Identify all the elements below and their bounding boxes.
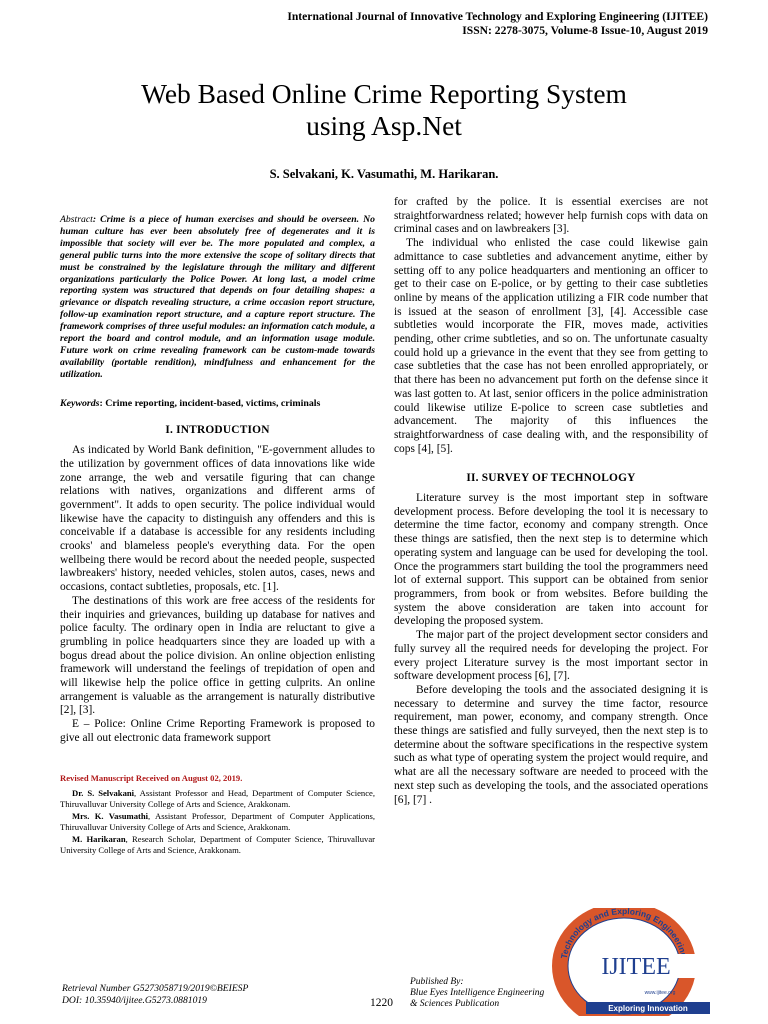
ijitee-logo xyxy=(552,908,712,1016)
bio-name: Mrs. K. Vasumathi xyxy=(72,811,149,822)
footer-publisher xyxy=(410,977,544,1010)
paragraph: for crafted by the police. It is essential exercises are not straightforwardness related; however help furnish cops with data on criminal cases and on lawbreakers [3]. xyxy=(394,196,708,236)
paragraph: Literature survey is the most important step in software development process. Before developing the tool it is necessary to determine the time factor, economy and company strength. Once these things are satisfied, then the next step is to determine which operating system and language can be used for developing the tool. Once the programmers start building the tool the programmers need lot of external support. This support can be obtained from senior programmers, from book or from websites. Before building the system the above consideration are taken into account for developing the proposed system. xyxy=(394,492,708,628)
author-bio xyxy=(60,811,375,832)
title-line-2: using Asp.Net xyxy=(306,110,462,141)
logo-url: www.ijitee.org xyxy=(644,990,676,996)
title-line-1: Web Based Online Crime Reporting System xyxy=(141,78,627,109)
paragraph: The destinations of this work are free access of the residents for their inquiries and grievances, building up database for natives and police faculty. The ordinary open in India are reluctant to give a grumbling in police headquarters since they are loaded up with a bogus dread about the police division. An online objection enlisting framework will understand the feelings of trepidation of open and will likewise help the police office in getting culprits. An online arrangement is valuable as the arrangement is naturally distributive [2], [3]. xyxy=(60,594,375,717)
publisher-line-1: Blue Eyes Intelligence Engineering xyxy=(410,988,545,998)
author-bio xyxy=(60,834,375,855)
keywords-text: : Crime reporting, incident-based, victims, criminals xyxy=(99,397,321,409)
footer-retrieval xyxy=(62,983,248,1007)
right-column xyxy=(394,196,708,807)
doi: DOI: 10.35940/ijitee.G5273.0881019 xyxy=(62,995,207,1006)
paragraph: Before developing the tools and the associated designing it is necessary to determine and survey the time factor, resource requirement, man power, economy, and company strength. Once these things are satisfied and fully surveyed, then the next step is to determine about the software specifications in the respective system such as what type of operating system the project would require, and what are all the necessary software are needed to proceed with the next step such as developing the tools, and the associated operations [6], [7] . xyxy=(394,683,708,806)
journal-name: International Journal of Innovative Technology and Exploring Engineering (IJITEE) xyxy=(287,10,708,23)
revised-manuscript-note: Revised Manuscript Received on August 02, 2019. xyxy=(60,772,243,783)
retrieval-number: Retrieval Number G5273058719/2019©BEIESP xyxy=(62,983,249,994)
published-by: Published By: xyxy=(410,977,464,987)
logo-banner: Exploring Innovation xyxy=(608,1004,688,1013)
journal-issn: ISSN: 2278-3075, Volume-8 Issue-10, August 2019 xyxy=(462,24,708,37)
section-heading-survey: II. SURVEY OF TECHNOLOGY xyxy=(466,472,636,485)
paragraph: E – Police: Online Crime Reporting Framework is proposed to give all out electronic data framework support xyxy=(60,718,375,744)
abstract-text: : Crime is a piece of human exercises and should be overseen. No human culture has ever been absolutely free of degenerates and it is impossible that society will ever be. The more populated and complex, a general public turns into the more extensive the scope of solitary directs that must be constrained by the legislature through the military and different organizations particularly the Police Power. At long last, a model crime reporting system was structured that depends on four detailing shapes: a grievance or dispatch revealing structure, a crime occasion report structure, follow-up examination report structure, and a capture report structure. The framework comprises of three useful modules: an information catch module, a report the board and control module, and an information usage module. Future work on crime revealing framework can be custom-made towards availability (portable rendition), mindfulness and enhancement for the utilization. xyxy=(60,214,375,380)
bio-name: Dr. S. Selvakani xyxy=(72,788,135,799)
keywords xyxy=(60,397,375,411)
left-column xyxy=(60,196,375,857)
abstract-label: Abstract xyxy=(60,214,93,225)
section-heading-introduction: I. INTRODUCTION xyxy=(165,424,270,437)
logo-ring-text: Technology and Exploring Engineerin xyxy=(558,908,688,960)
paragraph: As indicated by World Bank definition, "E-government alludes to the utilization by government offices of data innovations like wide zone arrange, the web and versatile figuring that can change relations with natives, organizations and different arms of government". It adds to open security. The police individual would likewise have the capacity to distinguish any offenders and this is conceivable if a database is accessible for any residents including crooks' and blameless people's everything data. For the open wellbeing there would be record about the needed people, suspected lawbreakers' history, needed vehicles, stolen autos, cases, news and occasions, contact subtleties, proposals, etc. [1]. xyxy=(60,444,375,594)
paper-title xyxy=(0,78,768,142)
paragraph: The major part of the project development sector considers and fully survey all the required needs for developing the project. For every project Literature survey is the most important sector in software development process [6], [7]. xyxy=(394,629,708,683)
bio-text: , Assistant Professor, Department of Computer Applications, Thiruvalluvar University College of Arts and Science, Arakkonam. xyxy=(60,811,375,832)
authors: S. Selvakani, K. Vasumathi, M. Harikaran. xyxy=(269,167,499,181)
bio-name: M. Harikaran xyxy=(72,834,126,845)
ijitee-logo-graphic xyxy=(552,908,712,1016)
author-bio xyxy=(60,788,375,809)
abstract xyxy=(60,214,375,381)
bio-text: , Research Scholar, Department of Computer Science, Thiruvalluvar University College of Arts and Science, Arakkonam. xyxy=(60,834,375,855)
page-number: 1220 xyxy=(370,997,393,1009)
keywords-label: Keywords xyxy=(60,397,100,409)
logo-text: IJITEE xyxy=(601,954,671,980)
publisher-line-2: & Sciences Publication xyxy=(410,999,500,1009)
bio-text: , Assistant Professor and Head, Department of Computer Science, Thiruvalluvar University College of Arts and Science, Arakkonam. xyxy=(60,788,375,809)
author-bios xyxy=(60,788,375,855)
paragraph: The individual who enlisted the case could likewise gain admittance to case subtleties and advancement anytime, either by setting off to any police headquarters and mentioning an officer to get to their case on E-police, or by getting to their case subtleties online by means of the application utilizing a FIR code number that is issued at the season of enrollment [3], [4]. Accessible case subtleties would incorporate the FIR, moves made, activities pending, other crime subtleties, and so on. The unfortunate casualty could hold up a grievance in the event that they see from getting to case subtleties that the case has not been enrolled appropriately, or that there has been no advancement put forth on the defense since it was last gotten to. At last, senior officers in the police administration could likewise utilize E-police to screen case subtleties and advancement. The majority of this influences the straightforwardness of case dealing with, and the responsibility of cops [4], [5]. xyxy=(394,237,708,455)
journal-header xyxy=(287,10,708,38)
